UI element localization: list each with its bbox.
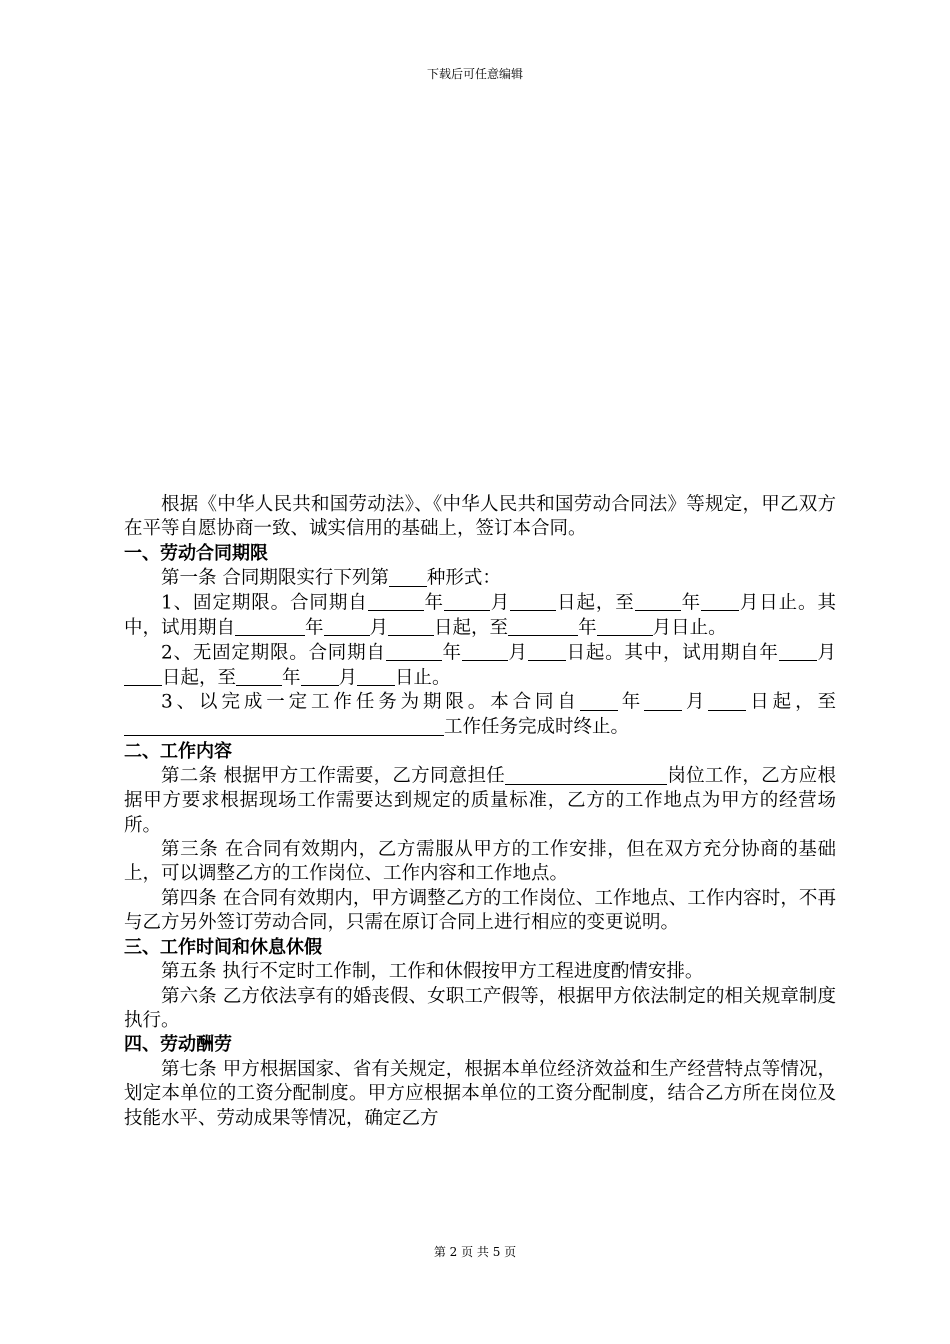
text-segment: 月: [816, 642, 836, 664]
article-4: 第四条 在合同有效期内，甲方调整乙方的工作岗位、工作地点、工作内容时，不再与乙方另外签订劳动合同，只需在原订合同上进行相应的变更说明。: [124, 887, 836, 934]
text-segment: 日起，至: [434, 617, 509, 639]
article-6: 第六条 乙方依法享有的婚丧假、女职工产假等，根据甲方依法制定的相关规章制度执行。: [124, 985, 836, 1031]
article-2: [124, 764, 836, 838]
text-segment: 日起，至: [746, 691, 836, 713]
text-segment: 工作任务完成时终止。: [444, 716, 630, 738]
article-5: 第五条 执行不定时工作制，工作和休假按甲方工程进度酌情安排。: [161, 961, 704, 983]
blank-field[interactable]: [368, 591, 424, 611]
blank-field[interactable]: [635, 591, 681, 611]
text-segment: 1、固定期限。合同期自: [161, 592, 368, 614]
article-1-item-3: [124, 690, 836, 740]
text-segment: 3、以完成一定工作任务为期限。本合同自: [161, 691, 580, 713]
blank-field[interactable]: [301, 666, 339, 686]
blank-field[interactable]: [597, 616, 653, 636]
text-segment: 月日止。其中，试用期自: [124, 592, 836, 639]
text-segment: 年: [282, 666, 301, 688]
blank-field[interactable]: [357, 666, 395, 686]
section-2-title: 二、工作内容: [124, 741, 232, 763]
text-segment: 日起，至: [162, 666, 237, 688]
text-segment: 日起。其中，试用期自年: [565, 642, 779, 664]
blank-field[interactable]: [235, 616, 305, 636]
text-segment: 年: [680, 592, 701, 614]
blank-field[interactable]: [124, 666, 162, 686]
blank-field[interactable]: [528, 641, 566, 661]
position-blank-field[interactable]: [505, 764, 667, 784]
article-2-text-b: 岗位工作，乙方应根据甲方要求根据现场工作需要达到规定的质量标准，乙方的工作地点为甲方的经营场所。: [124, 765, 836, 836]
blank-field[interactable]: [124, 715, 444, 735]
text-segment: 月日止。: [652, 617, 727, 639]
section-4-title: 四、劳动酬劳: [124, 1034, 232, 1056]
intro-paragraph: 根据《中华人民共和国劳动法》、《中华人民共和国劳动合同法》等规定，甲乙双方在平等自愿协商一致、诚实信用的基础上，签订本合同。: [124, 494, 836, 540]
text-segment: 日止。: [395, 666, 451, 688]
text-segment: 月: [507, 642, 528, 664]
article-7: 第七条 甲方根据国家、省有关规定，根据本单位经济效益和生产经营特点等情况，划定本单位的工资分配制度。甲方应根据本单位的工资分配制度，结合乙方所在岗位及技能水平、劳动成果等情况，确定乙方: [124, 1058, 836, 1129]
article-1-text-a: 第一条 合同期限实行下列第: [161, 567, 389, 589]
article-1-text-b: 种形式：: [426, 567, 501, 589]
blank-field[interactable]: [444, 591, 490, 611]
article-2-text-a: 第二条 根据甲方工作需要，乙方同意担任: [161, 765, 506, 787]
blank-field[interactable]: [708, 690, 746, 710]
text-segment: 年: [441, 642, 462, 664]
article-1: [124, 566, 836, 591]
blank-field[interactable]: [580, 690, 618, 710]
blank-field[interactable]: [779, 641, 817, 661]
blank-field[interactable]: [644, 690, 682, 710]
text-segment: 年: [578, 617, 597, 639]
blank-field[interactable]: [508, 616, 578, 636]
blank-field[interactable]: [324, 616, 370, 636]
document-body: [124, 493, 836, 1131]
text-segment: 年: [305, 617, 324, 639]
blank-field[interactable]: [389, 566, 427, 586]
text-segment: 年: [617, 691, 645, 713]
text-segment: 月: [338, 666, 358, 688]
page-header-note: 下载后可任意编辑: [426, 67, 523, 81]
text-segment: 月: [369, 617, 389, 639]
text-segment: 月: [682, 691, 709, 713]
article-3: 第三条 在合同有效期内，乙方需服从甲方的工作安排，但在双方充分协商的基础上，可以调整乙方的工作岗位、工作内容和工作地点。: [124, 839, 836, 885]
page-number: 第 2 页 共 5 页: [433, 1245, 517, 1259]
blank-field[interactable]: [510, 591, 556, 611]
text-segment: 2、无固定期限。合同期自: [161, 642, 386, 664]
section-3-title: 三、工作时间和休息休假: [124, 936, 322, 958]
article-1-item-1: [124, 591, 836, 641]
section-1-title: 一、劳动合同期限: [124, 542, 268, 564]
blank-field[interactable]: [701, 591, 739, 611]
text-segment: 月: [489, 592, 511, 614]
text-segment: 日起，至: [556, 592, 635, 614]
blank-field[interactable]: [462, 641, 508, 661]
blank-field[interactable]: [388, 616, 434, 636]
blank-field[interactable]: [236, 666, 282, 686]
article-1-item-2: [124, 641, 836, 691]
blank-field[interactable]: [386, 641, 442, 661]
text-segment: 年: [423, 592, 444, 614]
